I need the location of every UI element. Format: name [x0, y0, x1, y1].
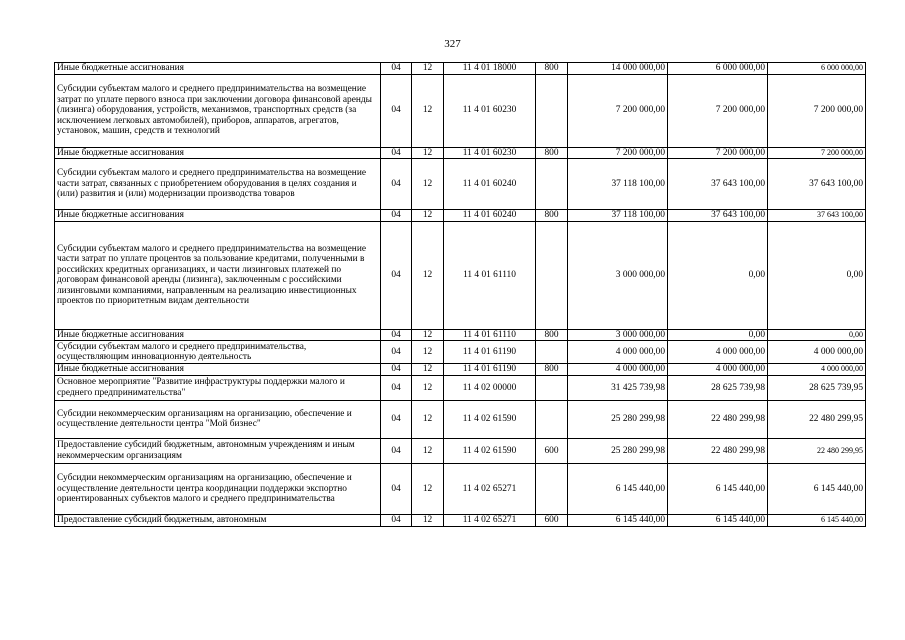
- row-subsection-code: 12: [412, 364, 444, 376]
- row-name: Иные бюджетные ассигнования: [55, 329, 381, 341]
- row-target-article: 11 4 02 00000: [444, 375, 536, 400]
- row-amount-year-2: 4 000 000,00: [668, 341, 768, 364]
- row-section-code: 04: [381, 63, 412, 75]
- row-section-code: 04: [381, 159, 412, 210]
- row-amount-year-2: 4 000 000,00: [668, 364, 768, 376]
- row-section-code: 04: [381, 375, 412, 400]
- table-row: [55, 341, 866, 364]
- row-amount-year-2: 37 643 100,00: [668, 210, 768, 222]
- row-target-article: 11 4 02 61590: [444, 400, 536, 438]
- row-name: Иные бюджетные ассигнования: [55, 210, 381, 222]
- table-row: [55, 364, 866, 376]
- row-name: Субсидии субъектам малого и среднего предпринимательства на возмещение части затрат, связанных с приобретением оборудования в целях создания и (или) развития и (или) модернизации производства товаров: [55, 159, 381, 210]
- row-amount-year-1: 14 000 000,00: [568, 63, 668, 75]
- row-name: Основное мероприятие "Развитие инфраструктуры поддержки малого и среднего предпринимательства": [55, 375, 381, 400]
- row-expense-type: [536, 400, 568, 438]
- row-subsection-code: 12: [412, 210, 444, 222]
- row-amount-year-2: 22 480 299,98: [668, 400, 768, 438]
- table-row: [55, 329, 866, 341]
- table-row: [55, 400, 866, 438]
- row-subsection-code: 12: [412, 329, 444, 341]
- row-amount-year-1: 6 145 440,00: [568, 514, 668, 526]
- row-subsection-code: 12: [412, 514, 444, 526]
- row-target-article: 11 4 01 60230: [444, 74, 536, 147]
- row-target-article: 11 4 01 18000: [444, 63, 536, 75]
- row-target-article: 11 4 02 65271: [444, 463, 536, 514]
- row-target-article: 11 4 02 61590: [444, 438, 536, 463]
- row-name: Иные бюджетные ассигнования: [55, 364, 381, 376]
- row-expense-type: 800: [536, 147, 568, 159]
- row-target-article: 11 4 02 65271: [444, 514, 536, 526]
- row-name: Субсидии субъектам малого и среднего предпринимательства, осуществляющим инновационную деятельность: [55, 341, 381, 364]
- row-name: Предоставление субсидий бюджетным, автономным: [55, 514, 381, 526]
- row-subsection-code: 12: [412, 341, 444, 364]
- row-amount-year-2: 22 480 299,98: [668, 438, 768, 463]
- table-row: [55, 221, 866, 329]
- row-section-code: 04: [381, 341, 412, 364]
- row-expense-type: 800: [536, 329, 568, 341]
- row-amount-year-1: 3 000 000,00: [568, 329, 668, 341]
- row-name: Субсидии субъектам малого и среднего предпринимательства на возмещение части затрат по уплате процентов за пользование кредитами, полученными в российских кредитных организациях, и части лизинговых платежей по договорам финансовой аренды (лизинга), заключенным с российскими лизинговыми компаниями, направленным на реализацию инвестиционных проектов по приоритетным видам деятельности: [55, 221, 381, 329]
- row-section-code: 04: [381, 210, 412, 222]
- row-target-article: 11 4 01 60230: [444, 147, 536, 159]
- row-amount-year-3: 6 145 440,00: [768, 514, 866, 526]
- row-amount-year-3: 0,00: [768, 329, 866, 341]
- row-amount-year-2: 0,00: [668, 329, 768, 341]
- row-expense-type: [536, 375, 568, 400]
- table-row: [55, 463, 866, 514]
- row-amount-year-3: 0,00: [768, 221, 866, 329]
- table-row: [55, 147, 866, 159]
- row-amount-year-3: 4 000 000,00: [768, 364, 866, 376]
- row-amount-year-3: 22 480 299,95: [768, 438, 866, 463]
- row-target-article: 11 4 01 61190: [444, 364, 536, 376]
- row-name: Предоставление субсидий бюджетным, автономным учреждениям и иным некоммерческим организациям: [55, 438, 381, 463]
- row-name: Субсидии некоммерческим организациям на организацию, обеспечение и осуществление деятельности центра "Мой бизнес": [55, 400, 381, 438]
- row-expense-type: 600: [536, 438, 568, 463]
- row-amount-year-1: 6 145 440,00: [568, 463, 668, 514]
- table-row: [55, 210, 866, 222]
- row-expense-type: 800: [536, 63, 568, 75]
- row-target-article: 11 4 01 60240: [444, 159, 536, 210]
- row-name: Иные бюджетные ассигнования: [55, 147, 381, 159]
- row-amount-year-1: 4 000 000,00: [568, 341, 668, 364]
- row-section-code: 04: [381, 400, 412, 438]
- row-expense-type: 600: [536, 514, 568, 526]
- row-amount-year-3: 28 625 739,95: [768, 375, 866, 400]
- row-subsection-code: 12: [412, 221, 444, 329]
- row-amount-year-3: 7 200 000,00: [768, 147, 866, 159]
- row-section-code: 04: [381, 463, 412, 514]
- row-name: Субсидии субъектам малого и среднего предпринимательства на возмещение затрат по уплате первого взноса при заключении договора финансовой аренды (лизинга) оборудования, устройств, механизмов, транспортных средств (за исключением легковых автомобилей), приборов, аппаратов, агрегатов, установок, машин, средств и технологий: [55, 74, 381, 147]
- row-amount-year-1: 4 000 000,00: [568, 364, 668, 376]
- row-amount-year-3: 6 000 000,00: [768, 63, 866, 75]
- row-amount-year-2: 7 200 000,00: [668, 147, 768, 159]
- row-amount-year-2: 0,00: [668, 221, 768, 329]
- row-amount-year-2: 37 643 100,00: [668, 159, 768, 210]
- row-expense-type: [536, 463, 568, 514]
- row-amount-year-3: 37 643 100,00: [768, 210, 866, 222]
- table-row: [55, 63, 866, 75]
- row-name: Иные бюджетные ассигнования: [55, 63, 381, 75]
- table-row: [55, 438, 866, 463]
- row-amount-year-3: 37 643 100,00: [768, 159, 866, 210]
- row-section-code: 04: [381, 74, 412, 147]
- row-expense-type: 800: [536, 364, 568, 376]
- row-expense-type: [536, 74, 568, 147]
- row-amount-year-1: 7 200 000,00: [568, 147, 668, 159]
- budget-table: [54, 62, 866, 527]
- row-target-article: 11 4 01 61110: [444, 329, 536, 341]
- row-expense-type: [536, 221, 568, 329]
- row-section-code: 04: [381, 329, 412, 341]
- row-section-code: 04: [381, 364, 412, 376]
- row-subsection-code: 12: [412, 400, 444, 438]
- row-amount-year-1: 37 118 100,00: [568, 159, 668, 210]
- row-subsection-code: 12: [412, 74, 444, 147]
- row-section-code: 04: [381, 221, 412, 329]
- page-number: 327: [444, 38, 461, 50]
- row-subsection-code: 12: [412, 159, 444, 210]
- row-subsection-code: 12: [412, 63, 444, 75]
- row-amount-year-3: 4 000 000,00: [768, 341, 866, 364]
- row-amount-year-3: 22 480 299,95: [768, 400, 866, 438]
- row-section-code: 04: [381, 147, 412, 159]
- row-amount-year-1: 25 280 299,98: [568, 400, 668, 438]
- table-row: [55, 159, 866, 210]
- row-amount-year-1: 7 200 000,00: [568, 74, 668, 147]
- row-target-article: 11 4 01 61190: [444, 341, 536, 364]
- row-amount-year-3: 7 200 000,00: [768, 74, 866, 147]
- row-amount-year-1: 31 425 739,98: [568, 375, 668, 400]
- table-row: [55, 514, 866, 526]
- row-expense-type: [536, 159, 568, 210]
- row-subsection-code: 12: [412, 438, 444, 463]
- row-amount-year-2: 6 145 440,00: [668, 463, 768, 514]
- row-amount-year-1: 3 000 000,00: [568, 221, 668, 329]
- row-amount-year-1: 25 280 299,98: [568, 438, 668, 463]
- row-subsection-code: 12: [412, 375, 444, 400]
- row-section-code: 04: [381, 514, 412, 526]
- row-expense-type: [536, 341, 568, 364]
- row-amount-year-2: 6 145 440,00: [668, 514, 768, 526]
- row-amount-year-1: 37 118 100,00: [568, 210, 668, 222]
- budget-table-body: [55, 63, 866, 527]
- row-subsection-code: 12: [412, 147, 444, 159]
- row-amount-year-2: 7 200 000,00: [668, 74, 768, 147]
- row-expense-type: 800: [536, 210, 568, 222]
- row-amount-year-2: 28 625 739,98: [668, 375, 768, 400]
- row-amount-year-3: 6 145 440,00: [768, 463, 866, 514]
- row-target-article: 11 4 01 61110: [444, 221, 536, 329]
- table-row: [55, 375, 866, 400]
- row-target-article: 11 4 01 60240: [444, 210, 536, 222]
- row-section-code: 04: [381, 438, 412, 463]
- row-subsection-code: 12: [412, 463, 444, 514]
- row-name: Субсидии некоммерческим организациям на организацию, обеспечение и осуществление деятельности центра координации поддержки экспортно ориентированных субъектов малого и среднего предпринимательства: [55, 463, 381, 514]
- table-row: [55, 74, 866, 147]
- row-amount-year-2: 6 000 000,00: [668, 63, 768, 75]
